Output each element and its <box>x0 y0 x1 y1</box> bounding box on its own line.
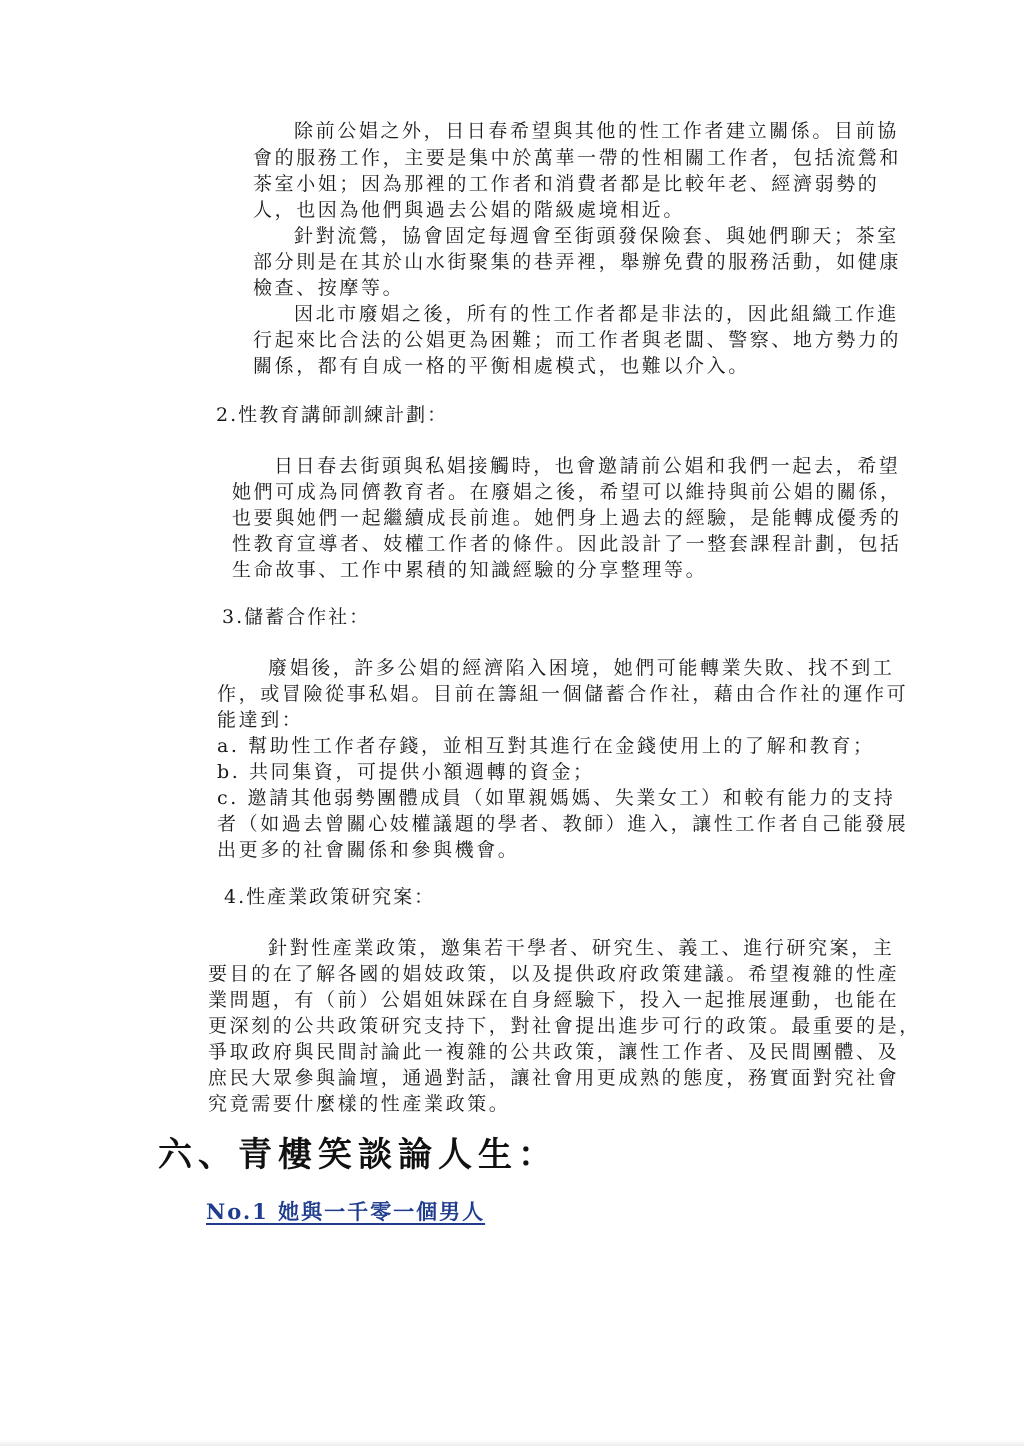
list-item: b. 共同集資，可提供小額週轉的資金； <box>217 761 595 783</box>
list-item: c. 邀請其他弱勢團體成員（如單親媽媽、失業女工）和較有能力的支持 <box>217 787 896 809</box>
text-line: 廢娼後，許多公娼的經濟陷入困境，她們可能轉業失敗、找不到工 <box>268 657 895 679</box>
text-line: 除前公娼之外，日日春希望與其他的性工作者建立關係。目前協 <box>294 120 899 142</box>
text-line: 檢查、按摩等。 <box>253 277 405 299</box>
item-4-heading: 4.性產業政策研究案： <box>224 886 436 908</box>
text-line: 因北市廢娼之後，所有的性工作者都是非法的，因此組織工作進 <box>294 303 899 325</box>
text-line: 庶民大眾參與論壇，通過對話，讓社會用更成熟的態度，務實面對究社會 <box>208 1067 900 1089</box>
text-line: 部分則是在其於山水街聚集的巷弄裡，舉辦免費的服務活動，如健康 <box>253 251 902 273</box>
text-line: 茶室小姐；因為那裡的工作者和消費者都是比較年老、經濟弱勢的 <box>253 173 880 195</box>
scan-edge-shadow <box>0 1440 1024 1446</box>
text-line: 性教育宣導者、妓權工作者的條件。因此設計了一整套課程計劃，包括 <box>232 533 902 555</box>
text-line: 生命故事、工作中累積的知識經驗的分享整理等。 <box>232 559 708 581</box>
list-item: a. 幫助性工作者存錢，並相互對其進行在金錢使用上的了解和教育； <box>217 735 875 757</box>
text-line: 作，或冒險從事私娼。目前在籌組一個儲蓄合作社，藉由合作社的運作可 <box>217 683 909 705</box>
text-line: 爭取政府與民間討論此一複雜的公共政策，讓性工作者、及民間團體、及 <box>208 1041 900 1063</box>
text-line: 更深刻的公共政策研究支持下，對社會提出進步可行的政策。最重要的是， <box>208 1015 921 1037</box>
text-line: 針對流鶯，協會固定每週會至街頭發保險套、與她們聊天；茶室 <box>294 225 899 247</box>
item-3-heading: 3.儲蓄合作社： <box>222 606 371 628</box>
text-line: 人，也因為他們與過去公娼的階級處境相近。 <box>253 199 686 221</box>
text-line: 她們可成為同儕教育者。在廢娼之後，希望可以維持與前公娼的關係， <box>232 481 902 503</box>
text-line: 日日春去街頭與私娼接觸時，也會邀請前公娼和我們一起去，希望 <box>274 455 901 477</box>
text-line: 能達到： <box>217 709 304 731</box>
text-line: 會的服務工作，主要是集中於萬華一帶的性相關工作者，包括流鶯和 <box>253 147 902 169</box>
section-title: 六、青樓笑談論人生： <box>158 1135 558 1175</box>
list-item: 者（如過去曾關心妓權議題的學者、教師）進入，讓性工作者自己能發展 <box>217 813 909 835</box>
text-line: 也要與她們一起繼續成長前進。她們身上過去的經驗，是能轉成優秀的 <box>232 507 902 529</box>
story-link[interactable]: No.1 她與一千零一個男人 <box>206 1199 486 1224</box>
text-line: 究竟需要什麼樣的性產業政策。 <box>208 1093 511 1115</box>
text-line: 業問題，有（前）公娼姐妹踩在自身經驗下，投入一起推展運動，也能在 <box>208 989 900 1011</box>
text-line: 行起來比合法的公娼更為困難；而工作者與老闆、警察、地方勢力的 <box>253 329 902 351</box>
item-2-heading: 2.性教育講師訓練計劃： <box>216 404 449 426</box>
text-line: 關係，都有自成一格的平衡相處模式，也難以介入。 <box>253 355 750 377</box>
text-line: 針對性產業政策，邀集若干學者、研究生、義工、進行研究案，主 <box>268 937 895 959</box>
list-item: 出更多的社會關係和參與機會。 <box>217 839 520 861</box>
text-line: 要目的在了解各國的娼妓政策，以及提供政府政策建議。希望複雜的性產 <box>208 963 900 985</box>
